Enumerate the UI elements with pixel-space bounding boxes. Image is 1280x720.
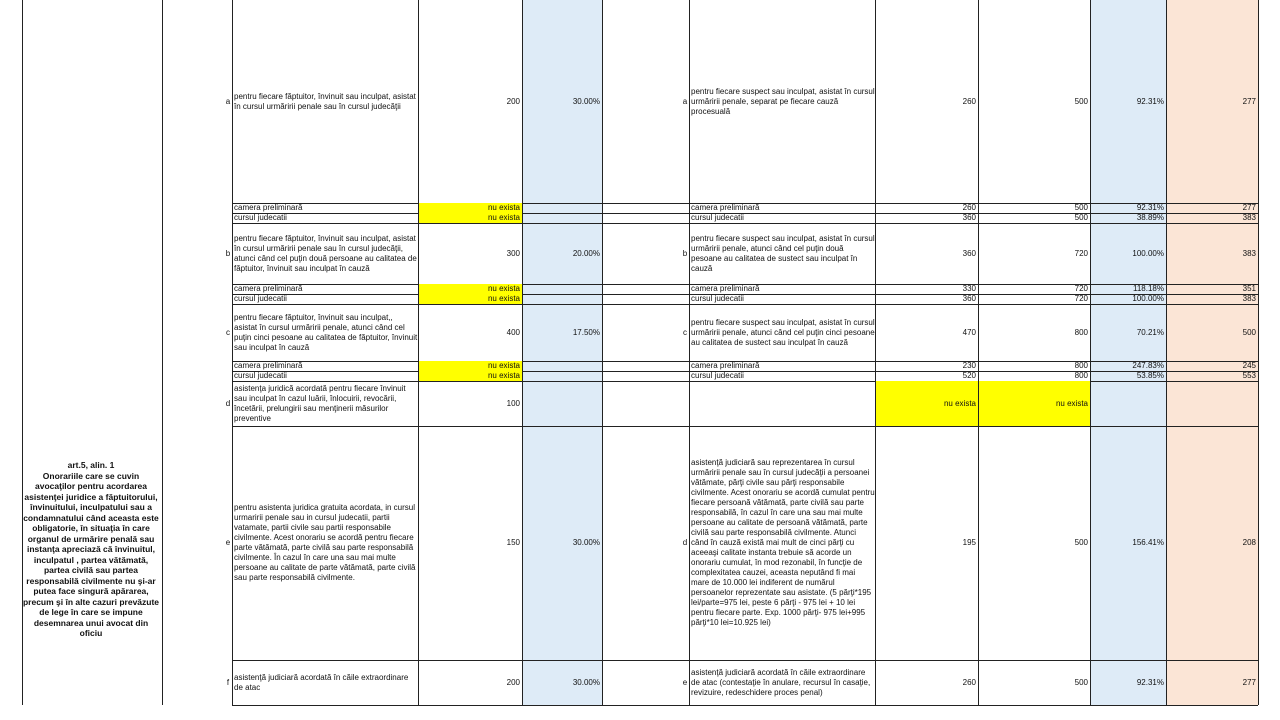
column-divider [875, 0, 876, 705]
row-value-new: 360 [962, 294, 976, 303]
row-value-new: 195 [962, 538, 976, 547]
row-value-2010: nu exista [418, 294, 522, 304]
row-value-2010: 300 [506, 248, 520, 258]
row-description-left: asistenţa juridică acordată pentru fiecare învinuit sau inculpat în cazul luării, înlocuirii, revocării, încetării, prelungirii sau menţinerii măsurilor preventive [234, 383, 406, 423]
column-divider [602, 0, 603, 705]
row-divider [232, 705, 1258, 706]
row-result: 383 [1242, 213, 1256, 222]
row-description-left: camera preliminară [234, 284, 303, 293]
row-max-value: 500 [1074, 677, 1088, 687]
row-value-2010: nu exista [418, 371, 522, 381]
row-value-2010: 400 [506, 327, 520, 337]
row-letter-left: d [225, 398, 231, 408]
row-description-right: pentru fiecare suspect sau inculpat, asistat în cursul urmăririi penale, atunci când cel puţin două pesoane au calitatea de sustect sau inculpat în cauză [691, 233, 875, 273]
row-max-value: 500 [1074, 203, 1088, 212]
row-max-value: 720 [1074, 284, 1088, 293]
row-letter-left: f [226, 677, 230, 687]
row-description-right: asistenţă judiciară acordată în căile extraordinare de atac (contestaţie în anulare, recursul în casaţie, revizuire, redeschidere proces penal) [691, 667, 871, 697]
row-description-right: camera preliminară [691, 361, 760, 370]
row-description-right: camera preliminară [691, 203, 760, 212]
row-value-new: 260 [962, 677, 976, 687]
row-max-value: 500 [1074, 96, 1088, 106]
row-max-value: 500 [1074, 538, 1088, 547]
column-divider [1090, 0, 1091, 705]
row-description-left: cursul judecatii [234, 294, 287, 303]
row-letter-right: c [683, 327, 687, 337]
row-letter-right: e [682, 677, 688, 687]
row-value-2010: nu exista [418, 213, 522, 223]
row-letter-left: e [225, 538, 231, 547]
row-description-right: cursul judecatii [691, 371, 744, 380]
row-percent-right: 118.18% [1133, 284, 1164, 293]
row-percent-left: 20.00% [572, 248, 600, 258]
row-description-left: pentru fiecare făptuitor, învinuit sau inculpat, asistat în cursul urmăririi penale sau în cursul judecăţii [234, 91, 416, 111]
row-description-left: cursul judecatii [234, 213, 287, 222]
row-percent-right: 100.00% [1132, 248, 1164, 258]
row-result: 383 [1242, 294, 1256, 303]
row-value-new: 470 [962, 327, 976, 337]
row-letter-left: c [226, 327, 230, 337]
row-description-left: pentru asistenta juridica gratuita acordata, in cursul urmaririi penale sau in cursul judecatii, partii vatamate, partii civile sau partii responsabile civilmente. Acest onorariu se acordă pentru fiecare parte vătămată, parte civilă sau parte responsabilă civilmente. În cazul în care una sau mai multe persoane au calitate de parte vătămată, parte civilă sau parte responsabilă civilmente. [234, 503, 416, 582]
row-max-value: 800 [1074, 371, 1088, 380]
row-max-value: 720 [1074, 294, 1088, 303]
row-letter-right: b [682, 248, 688, 258]
row-percent-left: 30.00% [572, 96, 600, 106]
row-result: 245 [1242, 361, 1256, 370]
column-divider [522, 0, 523, 705]
row-value-new: nu exista [875, 381, 978, 426]
row-result: 553 [1242, 371, 1256, 380]
row-description-left: camera preliminară [234, 361, 303, 370]
row-max-value: nu exista [978, 381, 1090, 426]
row-description-right: camera preliminară [691, 284, 760, 293]
row-percent-right: 70.21% [1136, 327, 1164, 337]
row-max-value: 800 [1074, 361, 1088, 370]
row-value-new: 330 [962, 284, 976, 293]
column-divider [1258, 0, 1259, 705]
row-percent-right: 92.31% [1136, 203, 1164, 212]
column-divider [1166, 0, 1167, 705]
row-description-left: cursul judecatii [234, 371, 287, 380]
row-description-right: pentru fiecare suspect sau inculpat, asistat în cursul urmăririi penale, atunci când cel puţin cinci pesoane au calitatea de sustect sau inculpat în cauză [691, 317, 875, 347]
row-description-right: cursul judecatii [691, 294, 744, 303]
row-percent-left: 30.00% [572, 538, 600, 547]
row-letter-left: b [225, 248, 231, 258]
column-divider [418, 0, 419, 705]
row-value-2010: 200 [506, 96, 520, 106]
row-percent-right: 156.41% [1132, 538, 1164, 547]
row-description-right: cursul judecatii [691, 213, 744, 222]
row-description-left: pentru fiecare făptuitor, învinuit sau inculpat, asistat în cursul urmăririi penale sau în cursul judecăţii, atunci când cel puţin două persoane au calitatea de făptuitor, învinuit sau inculpat în cauză [234, 233, 417, 273]
row-percent-right: 247.83% [1132, 361, 1164, 370]
row-max-value: 720 [1074, 248, 1088, 258]
row-result: 351 [1242, 284, 1256, 293]
row-result: 277 [1242, 203, 1256, 212]
row-value-new: 360 [962, 248, 976, 258]
row-letter-right: d [682, 538, 688, 547]
row-result: 383 [1242, 248, 1256, 258]
column-divider [689, 0, 690, 705]
column-divider [22, 0, 23, 705]
column-divider [978, 0, 979, 705]
article-description: art.5, alin. 1 Onorariile care se cuvin avocaţilor pentru acordarea asistenţei juridice a făptuitorului, învinuitului, inculpatului sau a condamnatului când aceasta este obligatorie, în situaţia în care organul de urmărire penală sau instanţa apreciază că învinuitul, inculpatul , partea vătămată, partea civilă sau partea responsabilă civilmente nu şi-ar putea face singură apărarea, precum şi în alte cazuri prevăzute de lege în care se impune desemnarea unui avocat din oficiu [22, 460, 160, 638]
column-divider [162, 0, 163, 705]
row-result: 208 [1242, 538, 1256, 547]
row-description-left: camera preliminară [234, 203, 303, 212]
row-percent-left: 17.50% [572, 327, 600, 337]
row-value-new: 260 [962, 203, 976, 212]
row-result: 500 [1242, 327, 1256, 337]
column-divider [232, 0, 233, 705]
row-description-left: pentru fiecare făptuitor, învinuit sau inculpat,, asistat în cursul urmăririi penale, atunci când cel puţin cinci pesoane au calitatea de făptuitor, învinuit sau inculpat în cauză [234, 312, 418, 352]
row-result: 277 [1242, 96, 1256, 106]
row-description-left: asistenţă judiciară acordată în căile extraordinare de atac [234, 672, 409, 692]
row-percent-right: 92.31% [1136, 677, 1164, 687]
row-max-value: 500 [1074, 213, 1088, 222]
row-max-value: 800 [1074, 327, 1088, 337]
row-percent-right: 92.31% [1136, 96, 1164, 106]
row-value-new: 230 [962, 361, 976, 370]
row-value-new: 260 [962, 96, 976, 106]
row-description-right: pentru fiecare suspect sau inculpat, asistat în cursul urmăririi penale, separat pe fiecare cauză procesuală [691, 86, 875, 116]
row-letter-left: a [225, 96, 231, 106]
row-percent-left: 30.00% [572, 677, 600, 687]
row-letter-right: a [682, 96, 688, 106]
row-value-2010: 150 [506, 538, 520, 547]
row-percent-right: 53.85% [1136, 371, 1164, 380]
row-result: 277 [1242, 677, 1256, 687]
row-percent-right: 38.89% [1136, 213, 1164, 222]
row-value-new: 520 [962, 371, 976, 380]
row-value-2010: 100 [506, 398, 520, 408]
row-percent-right: 100.00% [1132, 294, 1164, 303]
row-value-new: 360 [962, 213, 976, 222]
row-value-2010: nu exista [418, 284, 522, 294]
row-value-2010: nu exista [418, 361, 522, 371]
row-value-2010: 200 [506, 677, 520, 687]
row-value-2010: nu exista [418, 203, 522, 213]
row-description-right: asistenţă judiciară sau reprezentarea în cursul urmăririi penale sau în cursul judecăţii a persoanei vătămate, părţi civile sau părţi responsabile civilmente. Acest onorariu se acordă cumulat pentru fiecare persoană vătămată, parte civilă sau parte responsabilă, în cazul în care una sau mai multe persoane au calitate de persoană vătămată, parte civilă sau parte responsabilă civilmente. Atunci când în cauză există mai mult de cinci părţi cu aceeaşi calitate instanta trebuie să acorde un onorariu cumulat, în mod rezonabil, în funcţie de complexitatea cauzei, aceasta neputând fi mai mare de 10.000 lei indiferent de numărul persoanelor reprezentate sau asistate. (5 părţi*195 lei/parte=975 lei, peste 6 părţi - 975 lei + 10 lei pentru fiecare parte. Exp. 1000 părţi- 975 lei+995 părţi*10 lei=10.925 lei) [691, 458, 875, 627]
